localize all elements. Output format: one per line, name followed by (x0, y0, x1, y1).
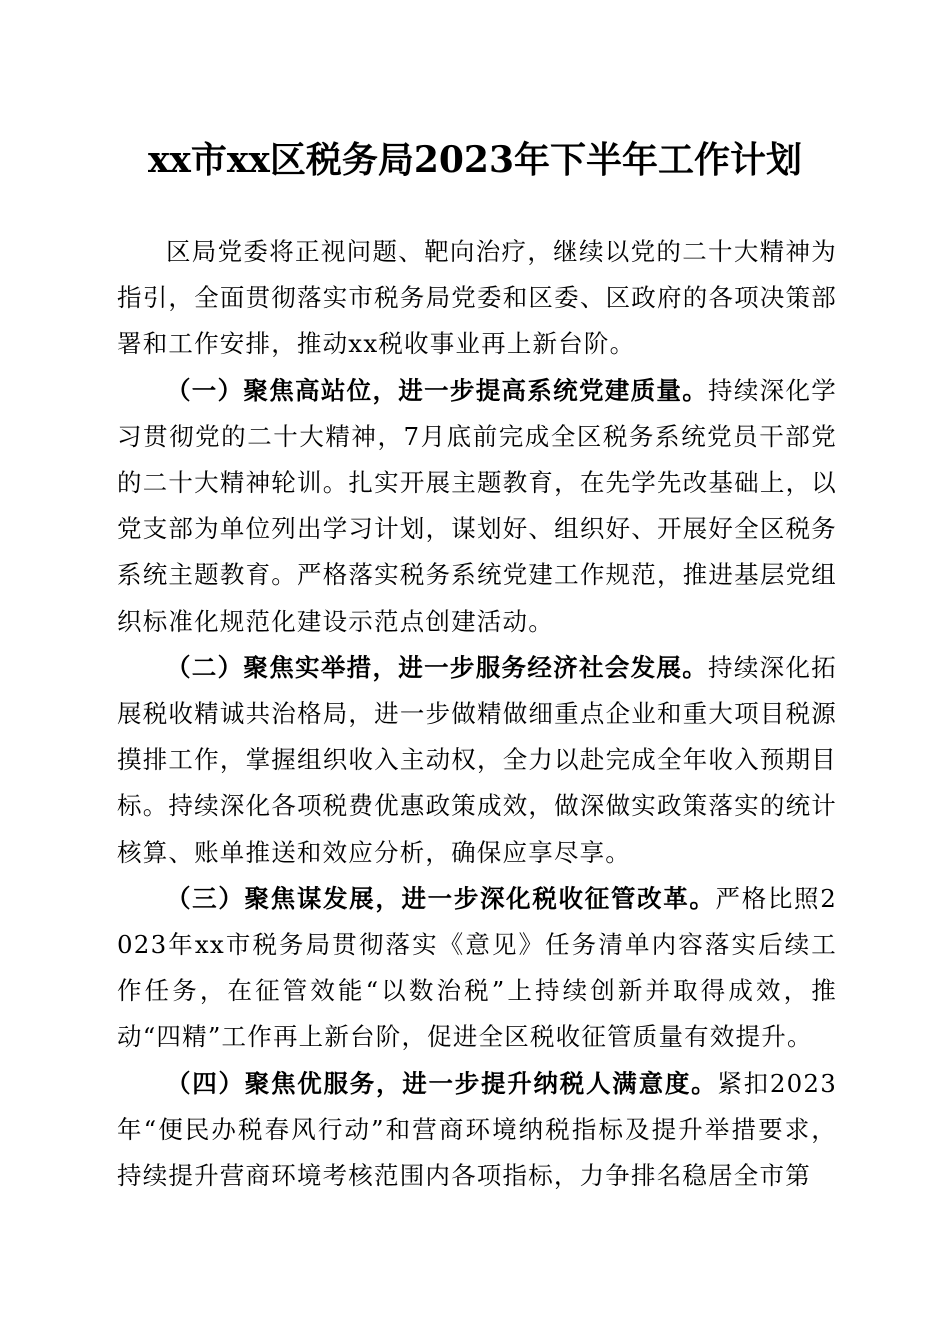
section-4-heading: （四）聚焦优服务，进一步提升纳税人满意度。 (166, 1068, 718, 1098)
section-1-text: 持续深化学习贯彻党的二十大精神，7月底前完成全区税务系统党员干部党的二十大精神轮训。扎实开展主题教育，在先学先改基础上，以党支部为单位列出学习计划，谋划好、组织好、开展好全区税务系统主题教育。严格落实税务系统党建工作规范，推进基层党组织标准化规范化建设示范点创建活动。 (117, 375, 837, 636)
section-2-text: 持续深化拓展税收精诚共治格局，进一步做精做细重点企业和重大项目税源摸排工作，掌握组织收入主动权，全力以赴完成全年收入预期目标。持续深化各项税费优惠政策成效，做深做实政策落实的统计核算、账单推送和效应分析，确保应享尽享。 (117, 652, 837, 867)
section-3-heading: （三）聚焦谋发展，进一步深化税收征管改革。 (166, 883, 716, 913)
section-3-text: 严格比照2023年xx市税务局贯彻落实《意见》任务清单内容落实后续工作任务，在征管效能“以数治税”上持续创新并取得成效，推动“四精”工作再上新台阶，促进全区税收征管质量有效提升。 (117, 883, 837, 1052)
section-2-heading: （二）聚焦实举措，进一步服务经济社会发展。 (166, 652, 709, 682)
section-2-paragraph (117, 645, 837, 876)
section-4-paragraph (117, 1061, 837, 1200)
document-body (117, 229, 837, 1199)
intro-paragraph: 区局党委将正视问题、靶向治疗，继续以党的二十大精神为指引，全面贯彻落实市税务局党委和区委、区政府的各项决策部署和工作安排，推动xx税收事业再上新台阶。 (117, 237, 837, 359)
section-1-paragraph (117, 368, 837, 645)
section-1-heading: （一）聚焦高站位，进一步提高系统党建质量。 (166, 375, 709, 405)
document-title: xx市xx区税务局2023年下半年工作计划 (147, 139, 803, 181)
section-3-paragraph (117, 876, 837, 1061)
section-4-text: 紧扣2023年“便民办税春风行动”和营商环境纳税指标及提升举措要求，持续提升营商环境考核范围内各项指标，力争排名稳居全市第 (117, 1068, 837, 1191)
